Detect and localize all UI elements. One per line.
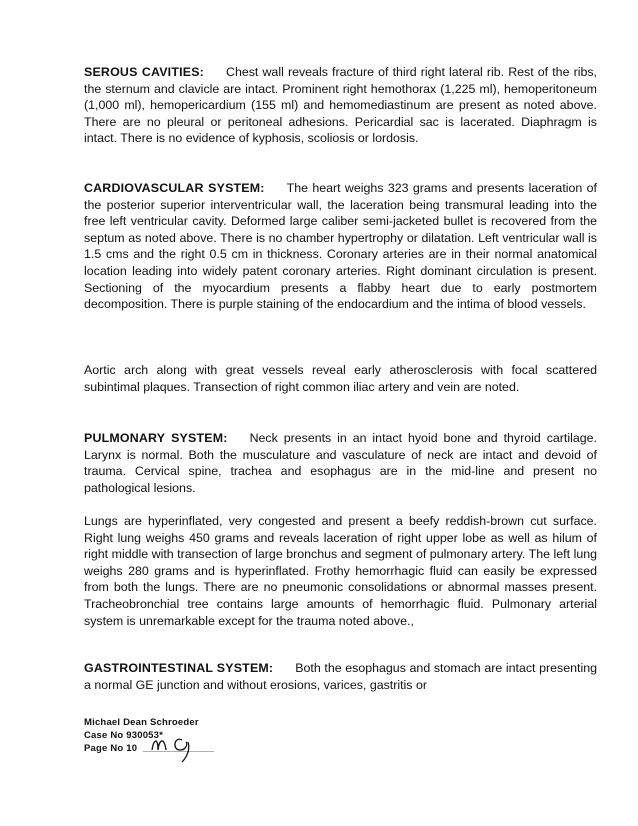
serous-cavities-section [84, 64, 597, 147]
pulmonary-section [84, 430, 597, 496]
cardiovascular-section [84, 180, 597, 313]
gastrointestinal-section [84, 660, 597, 693]
case-number: Case No 930053* [84, 730, 164, 741]
aortic-arch-paragraph: Aortic arch along with great vessels reveal early atherosclerosis with focal scattered subintimal plaques. Transection of right common iliac artery and vein are noted. [84, 363, 597, 394]
handwritten-initials-icon [142, 728, 202, 764]
initials-signature-line: _____________ [140, 742, 226, 755]
pulmonary-text: Neck presents in an intact hyoid bone and thyroid cartilage. Larynx is normal. Both the musculature and vasculature of neck are intact and devoid of trauma. Cervical spine, trachea and esophagus are in the mid-line and present no pathological lesions. [84, 431, 597, 495]
pulmonary-heading: PULMONARY SYSTEM: [84, 431, 228, 445]
serous-cavities-heading: SEROUS CAVITIES: [84, 65, 204, 79]
page-number: Page No 10 [84, 743, 138, 754]
cardiovascular-text: The heart weighs 323 grams and presents laceration of the posterior superior interventricular wall, the laceration being transmural leading into the free left ventricular cavity. Deformed large caliber semi-jacketed bullet is recovered from the septum as noted above. There is no chamber hypertrophy or dilatation. Left ventricular wall is 1.5 cms and the right 0.5 cm in thickness. Coronary arteries are in their normal anatomical location leading into widely patent coronary arteries. Right dominant circulation is present. Sectioning of the myocardium presents a flabby heart due to early postmortem decomposition. There is purple staining of the endocardium and the intima of blood vessels. [84, 181, 597, 312]
page-footer [84, 716, 226, 755]
serous-cavities-text: Chest wall reveals fracture of third right lateral rib. Rest of the ribs, the sternum and clavicle are intact. Prominent right hemothorax (1,225 ml), hemoperitoneum (1,000 ml), hemopericardium (155 ml) and hemomediastinum are present as noted above. There are no pleural or peritoneal adhesions. Pericardial sac is lacerated. Diaphragm is intact. There is no evidence of kyphosis, scoliosis or lordosis. [84, 65, 597, 146]
gastrointestinal-text: Both the esophagus and stomach are intact presenting a normal GE junction and without erosions, varices, gastritis or [84, 661, 598, 692]
gastrointestinal-heading: GASTROINTESTINAL SYSTEM: [84, 661, 274, 675]
decedent-name: Michael Dean Schroeder [84, 717, 199, 728]
page-number-line [84, 742, 226, 755]
cardiovascular-heading: CARDIOVASCULAR SYSTEM: [84, 181, 265, 195]
lungs-paragraph: Lungs are hyperinflated, very congested and present a beefy reddish-brown cut surface. Right lung weighs 450 grams and reveals laceration of right upper lobe as well as hilum of right middle with transection of large bronchus and segment of pulmonary artery. The left lung weighs 280 grams and is hyperinflated. Frothy hemorrhagic fluid can easily be expressed from both the lungs. There are no pneumonic consolidations or abnormal masses present. Tracheobronchial tree contains large amounts of hemorrhagic fluid. Pulmonary arterial system is unremarkable except for the trauma noted above., [84, 514, 597, 628]
